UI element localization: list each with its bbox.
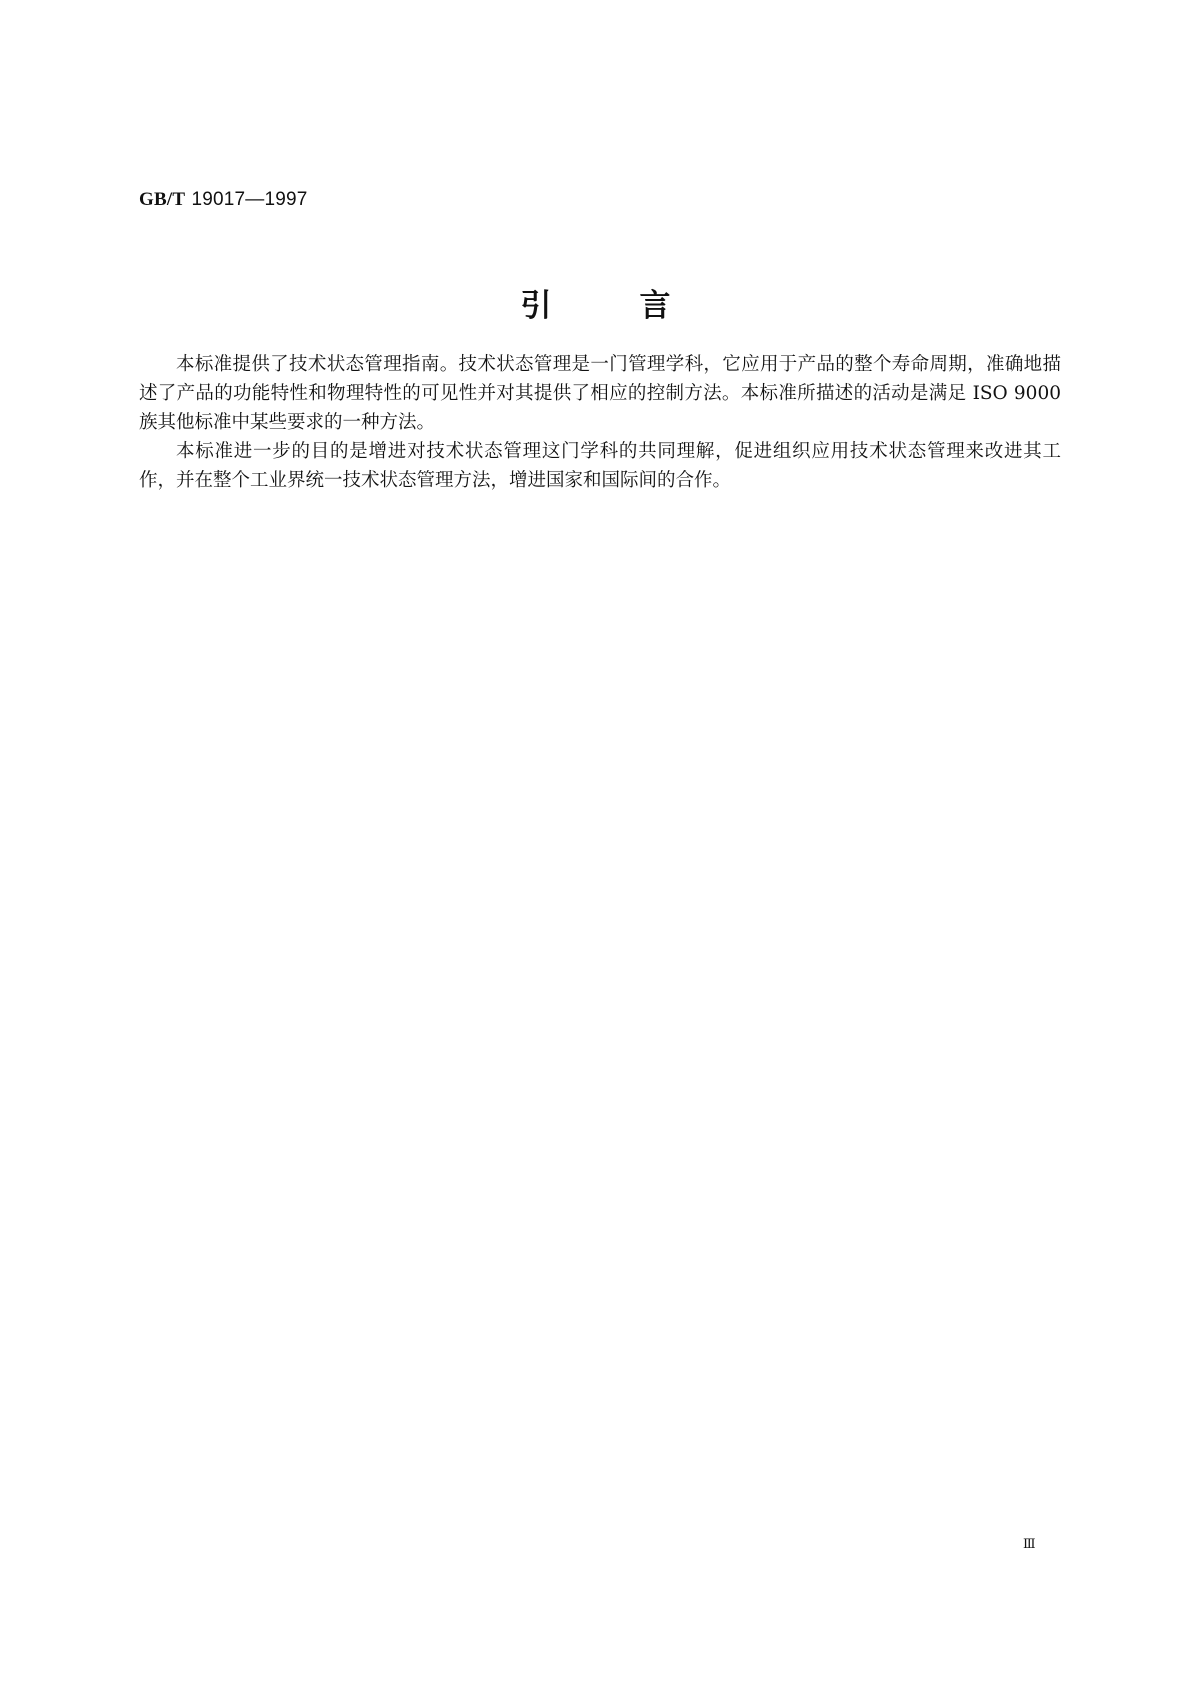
section-title: 引言: [520, 288, 759, 324]
standard-number: 19017—1997: [191, 189, 308, 210]
introduction-body: [139, 350, 1061, 495]
standard-code: [139, 188, 308, 211]
paragraph-1: 本标准提供了技术状态管理指南。技术状态管理是一门管理学科，它应用于产品的整个寿命周期，准确地描述了产品的功能特性和物理特性的可见性并对其提供了相应的控制方法。本标准所描述的活动是满足 ISO 9000 族其他标准中某些要求的一种方法。: [139, 354, 1061, 433]
standard-prefix: GB/T: [139, 189, 186, 210]
page-number: Ⅲ: [1023, 1537, 1036, 1552]
paragraph-2: 本标准进一步的目的是增进对技术状态管理这门学科的共同理解，促进组织应用技术状态管理来改进其工作，并在整个工业界统一技术状态管理方法，增进国家和国际间的合作。: [139, 441, 1061, 491]
